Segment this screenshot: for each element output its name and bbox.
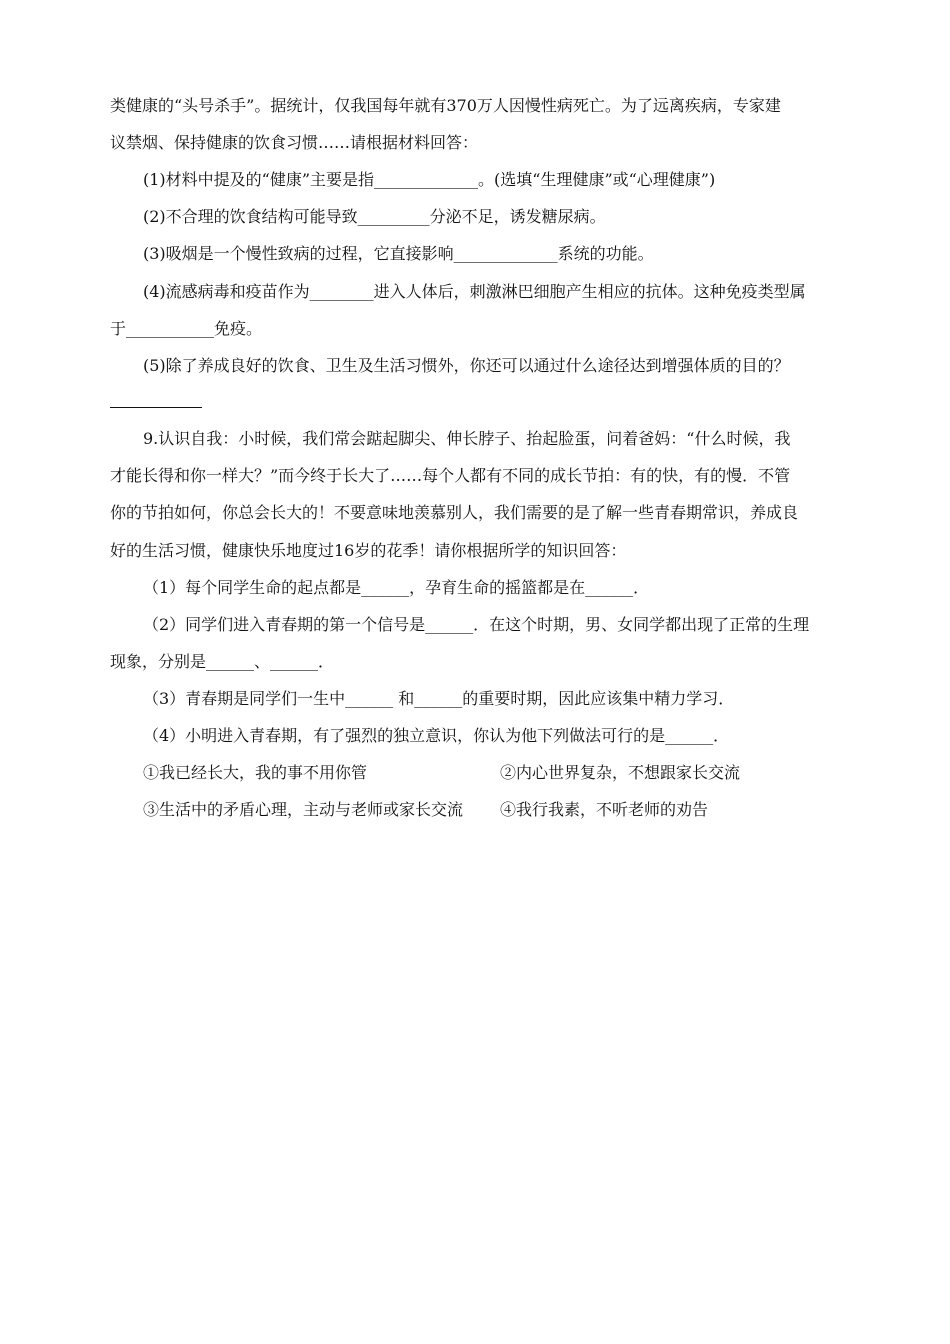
q8-subquestion-4-line-2: 于___________免疫。	[110, 319, 263, 338]
q9-option-2: ②内心世界复杂，不想跟家长交流	[500, 763, 741, 782]
q8-intro-line-1: 类健康的“头号杀手”。据统计，仅我国每年就有370万人因慢性病死亡。为了远离疾病，专家建	[110, 96, 781, 115]
q9-subquestion-4: （4）小明进入青春期，有了强烈的独立意识，你认为他下列做法可行的是______．	[143, 726, 730, 745]
q8-subquestion-4-line-1: (4)流感病毒和疫苗作为________进入人体后，刺激淋巴细胞产生相应的抗体。这种免疫类型属	[143, 282, 806, 301]
q8-subquestion-3: (3)吸烟是一个慢性致病的过程，它直接影响_____________系统的功能。	[143, 244, 654, 263]
q9-subquestion-1: （1）每个同学生命的起点都是______，孕育生命的摇篮都是在______．	[143, 578, 650, 597]
q9-subquestion-2-line-1: （2）同学们进入青春期的第一个信号是______．在这个时期，男、女同学都出现了正常的生理	[143, 615, 810, 634]
q9-option-4: ④我行我素，不听老师的劝告	[500, 800, 709, 819]
q9-option-1: ①我已经长大，我的事不用你管	[143, 763, 368, 782]
q9-subquestion-2-line-2: 现象，分别是______、______．	[110, 652, 335, 671]
q9-intro-line-2: 才能长得和你一样大？”而今终于长大了……每个人都有不同的成长节拍：有的快，有的慢．不管	[110, 466, 791, 485]
q8-answer-blank[interactable]	[110, 407, 202, 408]
q9-intro-line-1: 9.认识自我：小时候，我们常会踮起脚尖、伸长脖子、抬起脸蛋，问着爸妈：“什么时候，我	[143, 429, 791, 448]
q8-subquestion-1: (1)材料中提及的“健康”主要是指_____________。(选填“生理健康”或“心理健康”)	[143, 170, 716, 189]
q9-intro-line-4: 好的生活习惯，健康快乐地度过16岁的花季！请你根据所学的知识回答：	[110, 541, 627, 560]
q9-subquestion-3: （3）青春期是同学们一生中______ 和______的重要时期，因此应该集中精力学习．	[143, 689, 735, 708]
q8-subquestion-2: (2)不合理的饮食结构可能导致_________分泌不足，诱发糖尿病。	[143, 207, 606, 226]
q8-intro-line-2: 议禁烟、保持健康的饮食习惯……请根据材料回答：	[110, 133, 479, 152]
q9-intro-line-3: 你的节拍如何，你总会长大的！不要意味地羡慕别人，我们需要的是了解一些青春期常识，养成良	[110, 503, 799, 522]
q8-subquestion-5: (5)除了养成良好的饮食、卫生及生活习惯外，你还可以通过什么途径达到增强体质的目的？	[143, 356, 790, 375]
q9-option-3: ③生活中的矛盾心理，主动与老师或家长交流	[143, 800, 464, 819]
